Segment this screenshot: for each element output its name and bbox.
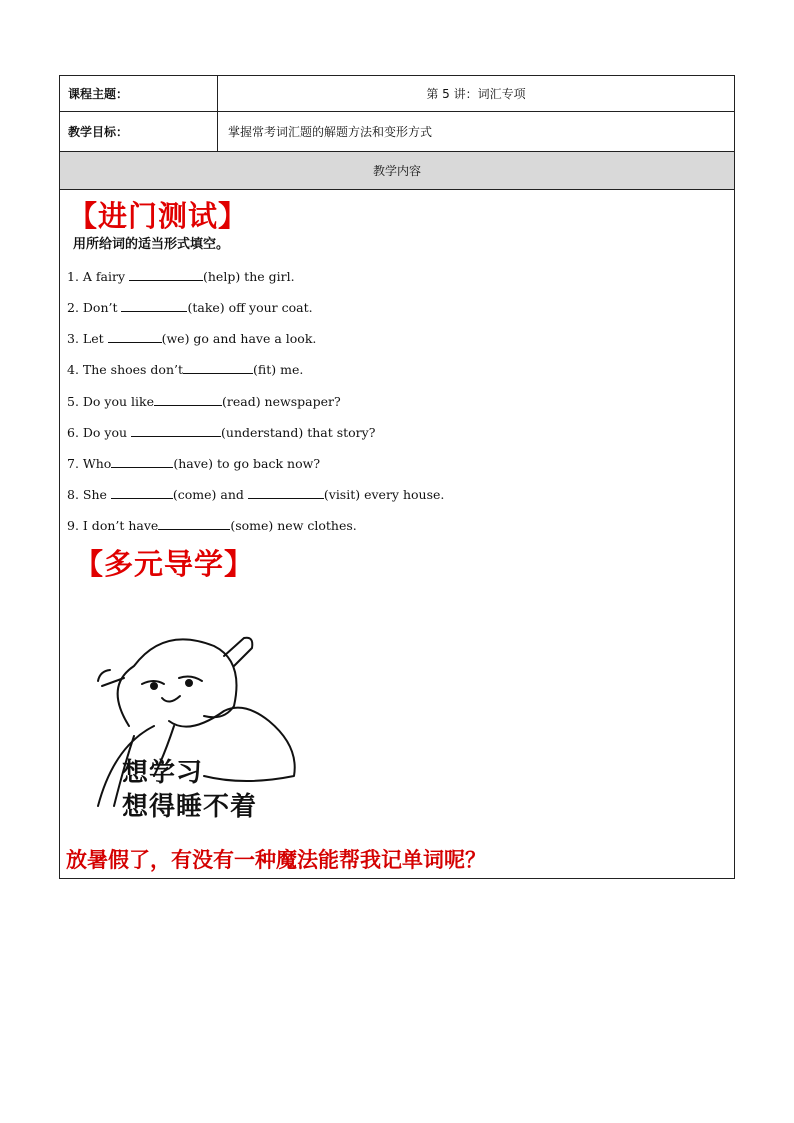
question-3: 3. Let (we) go and have a look.: [67, 331, 317, 346]
vocabulary-magic-question: 放暑假了，有没有一种魔法能帮我记单词呢？: [66, 848, 486, 872]
content-header-row: [60, 152, 734, 190]
question-6: 6. Do you (understand) that story?: [67, 425, 376, 440]
answer-blank[interactable]: [158, 517, 230, 530]
meme-caption-line-2: 想得睡不着: [122, 792, 258, 822]
question-1: 1. A fairy (help) the girl.: [67, 269, 295, 284]
answer-blank[interactable]: [248, 486, 324, 499]
question-8: 8. She (come) and (visit) every house.: [67, 487, 445, 502]
answer-blank[interactable]: [111, 455, 173, 468]
answer-blank[interactable]: [154, 393, 222, 406]
answer-blank[interactable]: [129, 268, 203, 281]
question-5: 5. Do you like (read) newspaper?: [67, 394, 341, 409]
objective-row: [60, 112, 734, 152]
question-4: 4. The shoes don’t (fit) me.: [67, 362, 304, 377]
course-topic-label: 课程主题：: [60, 76, 218, 111]
entry-test-instruction: 用所给词的适当形式填空。: [73, 237, 230, 252]
question-7: 7. Who (have) to go back now?: [67, 456, 321, 471]
meme-caption-line-1: 想学习: [122, 758, 204, 788]
guided-learning-heading: 【多元导学】: [74, 547, 255, 581]
lesson-table: [59, 75, 735, 879]
entry-test-heading: 【进门测试】: [68, 199, 249, 233]
answer-blank[interactable]: [108, 330, 162, 343]
content-header: 教学内容: [372, 164, 421, 178]
answer-blank[interactable]: [121, 299, 187, 312]
answer-blank[interactable]: [183, 361, 253, 374]
objective-value: 掌握常考词汇题的解题方法和变形方式: [228, 125, 433, 139]
objective-label: 教学目标：: [60, 112, 218, 151]
answer-blank[interactable]: [111, 486, 173, 499]
question-9: 9. I don’t have (some) new clothes.: [67, 518, 357, 533]
course-topic-row: [60, 76, 734, 112]
course-topic-value: 第 5 讲：词汇专项: [426, 87, 526, 101]
answer-blank[interactable]: [131, 424, 221, 437]
question-2: 2. Don’t (take) off your coat.: [67, 300, 313, 315]
